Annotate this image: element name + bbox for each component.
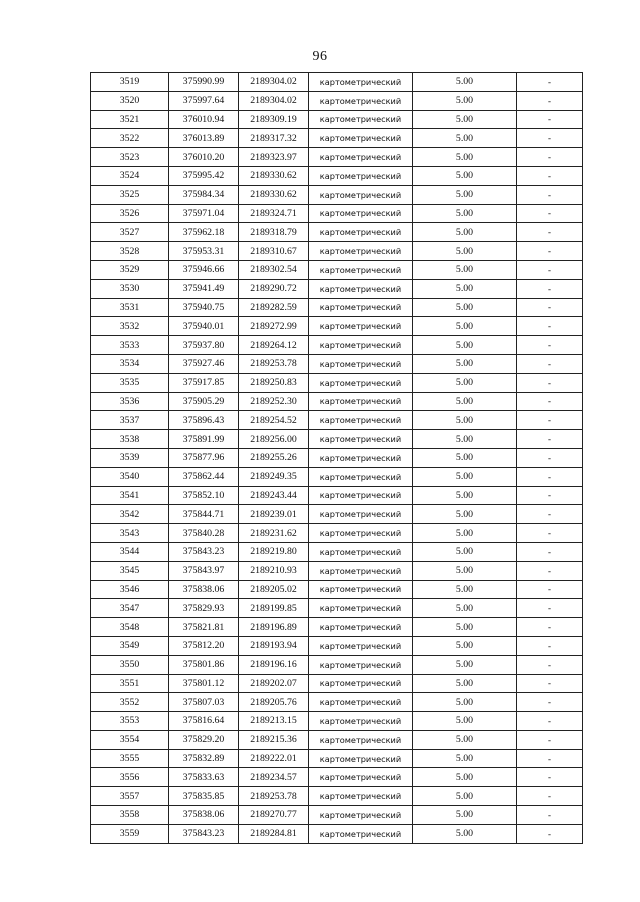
x-coordinate-cell: 375829.20 [169,730,239,749]
description-cell: - [517,768,583,787]
table-row [91,467,583,486]
accuracy-cell: 5.00 [413,430,517,449]
accuracy-cell: 5.00 [413,223,517,242]
page-number: 96 [312,49,328,64]
table-row [91,787,583,806]
accuracy-cell: 5.00 [413,712,517,731]
description-cell: - [517,636,583,655]
method-cell: картометрический [309,712,413,731]
method-cell: картометрический [309,580,413,599]
accuracy-cell: 5.00 [413,91,517,110]
x-coordinate-cell: 375821.81 [169,618,239,637]
accuracy-cell: 5.00 [413,317,517,336]
method-cell: картометрический [309,91,413,110]
y-coordinate-cell: 2189222.01 [239,749,309,768]
method-cell: картометрический [309,486,413,505]
table-row [91,317,583,336]
x-coordinate-cell: 375843.97 [169,561,239,580]
method-cell: картометрический [309,655,413,674]
y-coordinate-cell: 2189213.15 [239,712,309,731]
method-cell: картометрический [309,561,413,580]
method-cell: картометрический [309,768,413,787]
table-row [91,354,583,373]
description-cell: - [517,260,583,279]
table-row [91,166,583,185]
y-coordinate-cell: 2189302.54 [239,260,309,279]
table-row [91,373,583,392]
point-number-cell: 3546 [91,580,169,599]
accuracy-cell: 5.00 [413,411,517,430]
y-coordinate-cell: 2189309.19 [239,110,309,129]
accuracy-cell: 5.00 [413,129,517,148]
table-row [91,223,583,242]
point-number-cell: 3534 [91,354,169,373]
accuracy-cell: 5.00 [413,505,517,524]
table-row [91,542,583,561]
accuracy-cell: 5.00 [413,260,517,279]
x-coordinate-cell: 375816.64 [169,712,239,731]
method-cell: картометрический [309,749,413,768]
point-number-cell: 3558 [91,806,169,825]
y-coordinate-cell: 2189210.93 [239,561,309,580]
point-number-cell: 3551 [91,674,169,693]
x-coordinate-cell: 375835.85 [169,787,239,806]
description-cell: - [517,787,583,806]
table-row [91,336,583,355]
point-number-cell: 3544 [91,542,169,561]
y-coordinate-cell: 2189252.30 [239,392,309,411]
method-cell: картометрический [309,806,413,825]
x-coordinate-cell: 375832.89 [169,749,239,768]
table-row [91,411,583,430]
x-coordinate-cell: 375940.75 [169,298,239,317]
method-cell: картометрический [309,505,413,524]
x-coordinate-cell: 375833.63 [169,768,239,787]
table-row [91,524,583,543]
point-number-cell: 3525 [91,185,169,204]
x-coordinate-cell: 375829.93 [169,599,239,618]
table-row [91,73,583,92]
accuracy-cell: 5.00 [413,298,517,317]
accuracy-cell: 5.00 [413,166,517,185]
x-coordinate-cell: 375995.42 [169,166,239,185]
table-row [91,824,583,843]
description-cell: - [517,693,583,712]
table-row [91,242,583,261]
description-cell: - [517,73,583,92]
x-coordinate-cell: 375840.28 [169,524,239,543]
method-cell: картометрический [309,448,413,467]
method-cell: картометрический [309,392,413,411]
method-cell: картометрический [309,185,413,204]
method-cell: картометрический [309,129,413,148]
description-cell: - [517,542,583,561]
x-coordinate-cell: 375852.10 [169,486,239,505]
description-cell: - [517,185,583,204]
accuracy-cell: 5.00 [413,618,517,637]
y-coordinate-cell: 2189193.94 [239,636,309,655]
y-coordinate-cell: 2189243.44 [239,486,309,505]
description-cell: - [517,223,583,242]
method-cell: картометрический [309,674,413,693]
x-coordinate-cell: 375990.99 [169,73,239,92]
method-cell: картометрический [309,148,413,167]
description-cell: - [517,354,583,373]
y-coordinate-cell: 2189250.83 [239,373,309,392]
description-cell: - [517,580,583,599]
description-cell: - [517,110,583,129]
point-number-cell: 3526 [91,204,169,223]
accuracy-cell: 5.00 [413,655,517,674]
x-coordinate-cell: 375927.46 [169,354,239,373]
point-number-cell: 3545 [91,561,169,580]
description-cell: - [517,824,583,843]
description-cell: - [517,448,583,467]
description-cell: - [517,712,583,731]
method-cell: картометрический [309,260,413,279]
table-row [91,768,583,787]
point-number-cell: 3539 [91,448,169,467]
point-number-cell: 3537 [91,411,169,430]
y-coordinate-cell: 2189330.62 [239,166,309,185]
y-coordinate-cell: 2189323.97 [239,148,309,167]
description-cell: - [517,317,583,336]
accuracy-cell: 5.00 [413,336,517,355]
point-number-cell: 3556 [91,768,169,787]
point-number-cell: 3528 [91,242,169,261]
description-cell: - [517,524,583,543]
accuracy-cell: 5.00 [413,806,517,825]
y-coordinate-cell: 2189304.02 [239,91,309,110]
point-number-cell: 3554 [91,730,169,749]
description-cell: - [517,430,583,449]
accuracy-cell: 5.00 [413,354,517,373]
x-coordinate-cell: 375941.49 [169,279,239,298]
description-cell: - [517,166,583,185]
x-coordinate-cell: 375905.29 [169,392,239,411]
x-coordinate-cell: 375962.18 [169,223,239,242]
method-cell: картометрический [309,336,413,355]
table-row [91,599,583,618]
table-row [91,129,583,148]
accuracy-cell: 5.00 [413,561,517,580]
description-cell: - [517,298,583,317]
table-row [91,712,583,731]
description-cell: - [517,655,583,674]
point-number-cell: 3533 [91,336,169,355]
point-number-cell: 3559 [91,824,169,843]
y-coordinate-cell: 2189253.78 [239,354,309,373]
table-row [91,618,583,637]
description-cell: - [517,279,583,298]
point-number-cell: 3542 [91,505,169,524]
x-coordinate-cell: 375801.86 [169,655,239,674]
description-cell: - [517,411,583,430]
y-coordinate-cell: 2189253.78 [239,787,309,806]
description-cell: - [517,204,583,223]
x-coordinate-cell: 375917.85 [169,373,239,392]
x-coordinate-cell: 375862.44 [169,467,239,486]
x-coordinate-cell: 376010.20 [169,148,239,167]
accuracy-cell: 5.00 [413,580,517,599]
method-cell: картометрический [309,524,413,543]
point-number-cell: 3550 [91,655,169,674]
method-cell: картометрический [309,204,413,223]
point-number-cell: 3541 [91,486,169,505]
method-cell: картометрический [309,618,413,637]
x-coordinate-cell: 376013.89 [169,129,239,148]
point-number-cell: 3531 [91,298,169,317]
x-coordinate-cell: 375953.31 [169,242,239,261]
y-coordinate-cell: 2189231.62 [239,524,309,543]
method-cell: картометрический [309,166,413,185]
x-coordinate-cell: 375937.80 [169,336,239,355]
description-cell: - [517,730,583,749]
method-cell: картометрический [309,73,413,92]
point-number-cell: 3524 [91,166,169,185]
accuracy-cell: 5.00 [413,486,517,505]
point-number-cell: 3521 [91,110,169,129]
description-cell: - [517,148,583,167]
x-coordinate-cell: 375971.04 [169,204,239,223]
x-coordinate-cell: 375984.34 [169,185,239,204]
accuracy-cell: 5.00 [413,599,517,618]
y-coordinate-cell: 2189272.99 [239,317,309,336]
x-coordinate-cell: 375877.96 [169,448,239,467]
method-cell: картометрический [309,542,413,561]
accuracy-cell: 5.00 [413,373,517,392]
point-number-cell: 3535 [91,373,169,392]
y-coordinate-cell: 2189282.59 [239,298,309,317]
accuracy-cell: 5.00 [413,204,517,223]
x-coordinate-cell: 375997.64 [169,91,239,110]
description-cell: - [517,674,583,693]
accuracy-cell: 5.00 [413,467,517,486]
method-cell: картометрический [309,279,413,298]
table-row [91,430,583,449]
table-row [91,448,583,467]
point-number-cell: 3540 [91,467,169,486]
y-coordinate-cell: 2189310.67 [239,242,309,261]
table-row [91,110,583,129]
x-coordinate-cell: 375807.03 [169,693,239,712]
table-row [91,279,583,298]
y-coordinate-cell: 2189215.36 [239,730,309,749]
y-coordinate-cell: 2189249.35 [239,467,309,486]
method-cell: картометрический [309,730,413,749]
y-coordinate-cell: 2189199.85 [239,599,309,618]
table-row [91,148,583,167]
y-coordinate-cell: 2189205.76 [239,693,309,712]
method-cell: картометрический [309,242,413,261]
y-coordinate-cell: 2189234.57 [239,768,309,787]
x-coordinate-cell: 375946.66 [169,260,239,279]
table-row [91,580,583,599]
table-row [91,674,583,693]
y-coordinate-cell: 2189330.62 [239,185,309,204]
accuracy-cell: 5.00 [413,674,517,693]
table-row [91,505,583,524]
point-number-cell: 3538 [91,430,169,449]
coordinates-table [90,72,583,844]
point-number-cell: 3549 [91,636,169,655]
y-coordinate-cell: 2189239.01 [239,505,309,524]
y-coordinate-cell: 2189290.72 [239,279,309,298]
table-row [91,91,583,110]
x-coordinate-cell: 375812.20 [169,636,239,655]
accuracy-cell: 5.00 [413,524,517,543]
accuracy-cell: 5.00 [413,730,517,749]
table-row [91,561,583,580]
method-cell: картометрический [309,430,413,449]
method-cell: картометрический [309,223,413,242]
point-number-cell: 3520 [91,91,169,110]
accuracy-cell: 5.00 [413,768,517,787]
table-row [91,392,583,411]
description-cell: - [517,336,583,355]
point-number-cell: 3529 [91,260,169,279]
y-coordinate-cell: 2189270.77 [239,806,309,825]
x-coordinate-cell: 375896.43 [169,411,239,430]
y-coordinate-cell: 2189324.71 [239,204,309,223]
point-number-cell: 3536 [91,392,169,411]
x-coordinate-cell: 375838.06 [169,580,239,599]
point-number-cell: 3547 [91,599,169,618]
method-cell: картометрический [309,110,413,129]
y-coordinate-cell: 2189219.80 [239,542,309,561]
table-row [91,204,583,223]
point-number-cell: 3522 [91,129,169,148]
x-coordinate-cell: 375843.23 [169,824,239,843]
accuracy-cell: 5.00 [413,73,517,92]
method-cell: картометрический [309,467,413,486]
method-cell: картометрический [309,373,413,392]
point-number-cell: 3548 [91,618,169,637]
x-coordinate-cell: 375891.99 [169,430,239,449]
description-cell: - [517,467,583,486]
y-coordinate-cell: 2189254.52 [239,411,309,430]
table-row [91,693,583,712]
y-coordinate-cell: 2189317.32 [239,129,309,148]
point-number-cell: 3553 [91,712,169,731]
table-row [91,636,583,655]
accuracy-cell: 5.00 [413,749,517,768]
y-coordinate-cell: 2189264.12 [239,336,309,355]
description-cell: - [517,242,583,261]
y-coordinate-cell: 2189255.26 [239,448,309,467]
x-coordinate-cell: 375838.06 [169,806,239,825]
accuracy-cell: 5.00 [413,787,517,806]
table-row [91,298,583,317]
accuracy-cell: 5.00 [413,185,517,204]
method-cell: картометрический [309,354,413,373]
description-cell: - [517,561,583,580]
coordinates-table-body [91,73,583,844]
accuracy-cell: 5.00 [413,279,517,298]
accuracy-cell: 5.00 [413,636,517,655]
method-cell: картометрический [309,317,413,336]
x-coordinate-cell: 376010.94 [169,110,239,129]
point-number-cell: 3519 [91,73,169,92]
table-row [91,486,583,505]
point-number-cell: 3557 [91,787,169,806]
method-cell: картометрический [309,636,413,655]
point-number-cell: 3532 [91,317,169,336]
y-coordinate-cell: 2189202.07 [239,674,309,693]
accuracy-cell: 5.00 [413,392,517,411]
y-coordinate-cell: 2189196.16 [239,655,309,674]
x-coordinate-cell: 375801.12 [169,674,239,693]
method-cell: картометрический [309,824,413,843]
table-row [91,749,583,768]
y-coordinate-cell: 2189205.02 [239,580,309,599]
accuracy-cell: 5.00 [413,148,517,167]
description-cell: - [517,806,583,825]
accuracy-cell: 5.00 [413,542,517,561]
point-number-cell: 3530 [91,279,169,298]
y-coordinate-cell: 2189196.89 [239,618,309,637]
method-cell: картометрический [309,411,413,430]
point-number-cell: 3552 [91,693,169,712]
table-row [91,260,583,279]
accuracy-cell: 5.00 [413,110,517,129]
table-row [91,185,583,204]
accuracy-cell: 5.00 [413,693,517,712]
accuracy-cell: 5.00 [413,242,517,261]
point-number-cell: 3523 [91,148,169,167]
y-coordinate-cell: 2189256.00 [239,430,309,449]
description-cell: - [517,505,583,524]
x-coordinate-cell: 375940.01 [169,317,239,336]
method-cell: картометрический [309,787,413,806]
point-number-cell: 3555 [91,749,169,768]
table-row [91,655,583,674]
point-number-cell: 3543 [91,524,169,543]
x-coordinate-cell: 375843.23 [169,542,239,561]
method-cell: картометрический [309,599,413,618]
table-row [91,806,583,825]
description-cell: - [517,749,583,768]
description-cell: - [517,129,583,148]
description-cell: - [517,373,583,392]
description-cell: - [517,618,583,637]
method-cell: картометрический [309,298,413,317]
point-number-cell: 3527 [91,223,169,242]
y-coordinate-cell: 2189318.79 [239,223,309,242]
x-coordinate-cell: 375844.71 [169,505,239,524]
table-row [91,730,583,749]
accuracy-cell: 5.00 [413,448,517,467]
description-cell: - [517,392,583,411]
description-cell: - [517,599,583,618]
y-coordinate-cell: 2189284.81 [239,824,309,843]
description-cell: - [517,486,583,505]
method-cell: картометрический [309,693,413,712]
accuracy-cell: 5.00 [413,824,517,843]
y-coordinate-cell: 2189304.02 [239,73,309,92]
description-cell: - [517,91,583,110]
